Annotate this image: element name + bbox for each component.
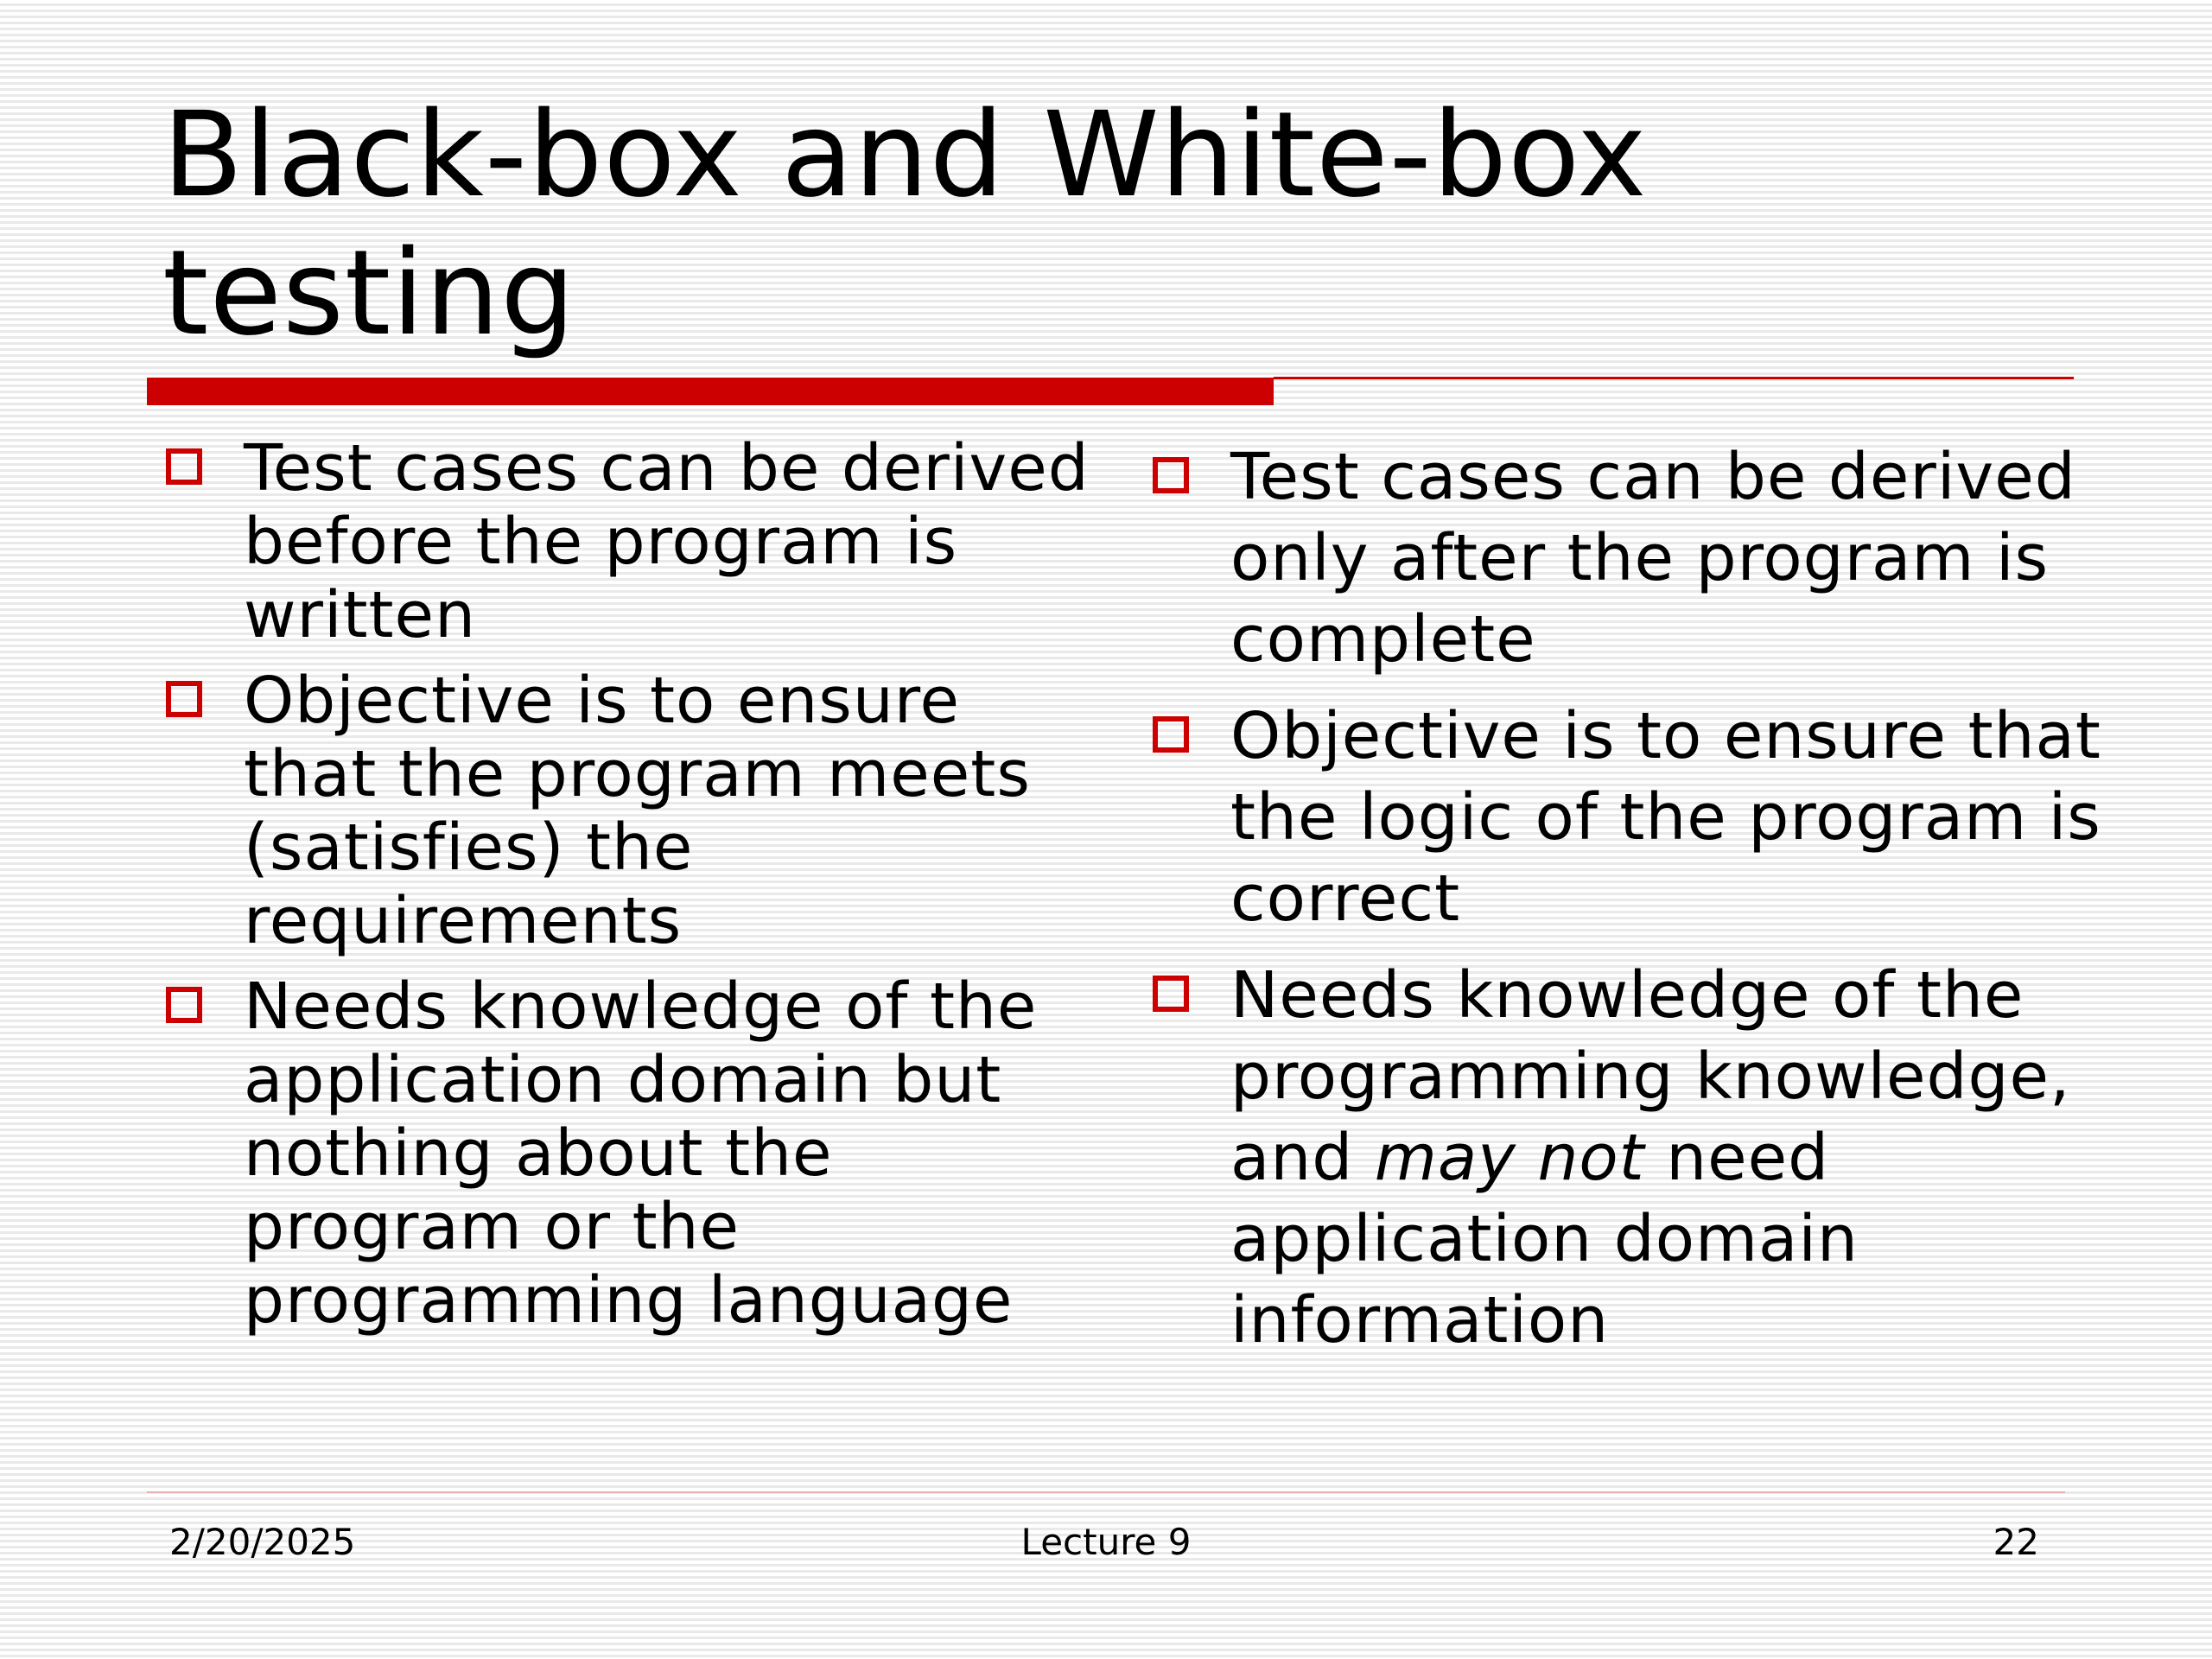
black-box-column — [162, 432, 1096, 1350]
bullet-text: Test cases can be derived only after the program is complete — [1230, 440, 2076, 677]
white-box-bullet — [1149, 436, 2108, 680]
black-box-bullet — [162, 432, 1096, 652]
bullet-text: Objective is to ensure that the program meets (satisfies) the requirements — [244, 664, 1031, 958]
white-box-column — [1149, 436, 2108, 1376]
footer-lecture-label: Lecture 9 — [1020, 1521, 1192, 1563]
hollow-square-icon — [166, 681, 202, 717]
slide-title: Black-box and White-box testing — [162, 87, 1648, 362]
bullet-text: Needs knowledge of the application domain but nothing about the program or the programming language — [244, 969, 1038, 1338]
bullet-text-part: Needs knowledge of the programming knowledge, and — [1230, 958, 2071, 1195]
hollow-square-icon — [166, 987, 202, 1023]
black-box-bullet — [162, 664, 1096, 958]
hollow-square-icon — [1153, 716, 1189, 753]
footer-divider — [147, 1491, 2065, 1493]
white-box-bullet — [1149, 696, 2108, 939]
hollow-square-icon — [1153, 976, 1189, 1012]
bullet-text-emphasis: may not — [1374, 1121, 1645, 1195]
white-box-bullet — [1149, 955, 2108, 1361]
bullet-text-part: need application domain information — [1230, 1121, 1859, 1357]
footer-page-number: 22 — [1993, 1521, 2039, 1563]
title-underline-thin — [1274, 377, 2074, 379]
bullet-text: Test cases can be derived before the program is written — [244, 431, 1090, 652]
title-underline-thick — [147, 378, 1274, 405]
footer-date: 2/20/2025 — [169, 1521, 356, 1563]
hollow-square-icon — [1153, 457, 1189, 493]
black-box-bullet — [162, 970, 1096, 1338]
bullet-text: Objective is to ensure that the logic of the program is correct — [1230, 699, 2101, 936]
hollow-square-icon — [166, 448, 202, 485]
